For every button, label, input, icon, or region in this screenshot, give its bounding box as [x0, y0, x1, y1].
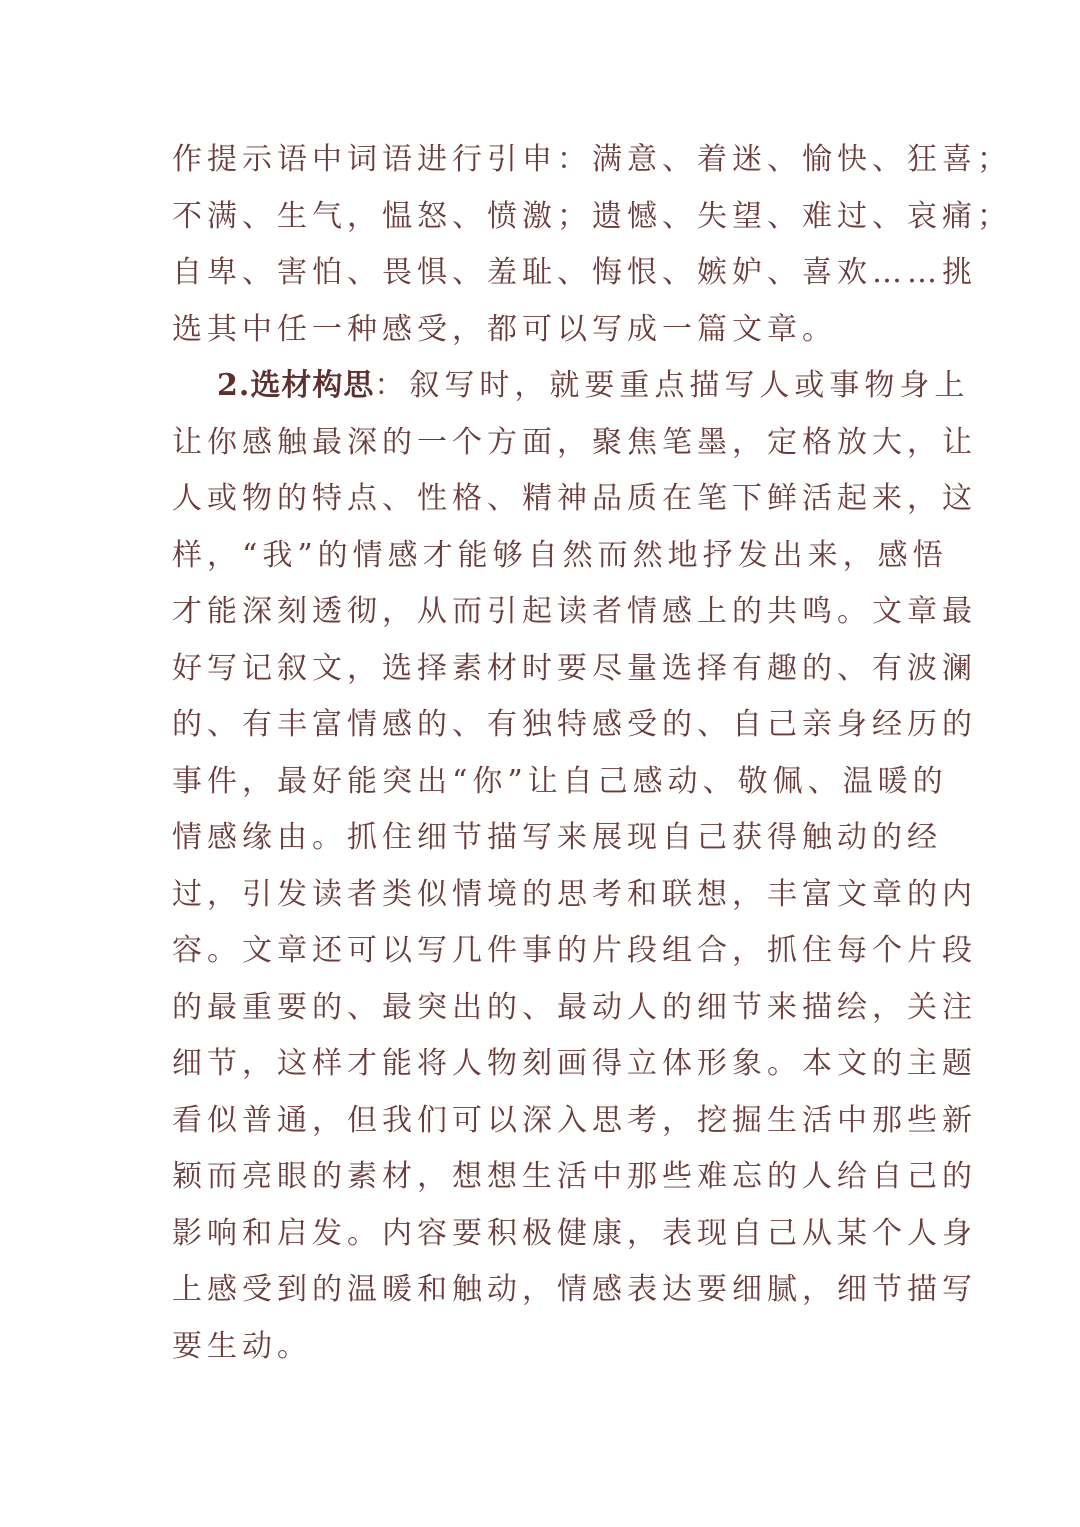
paragraph-line: 要生动。 — [172, 1328, 312, 1364]
body-text — [172, 132, 1012, 1375]
paragraph-line: 看似普通，但我们可以深入思考，挖掘生活中那些新 — [172, 1102, 977, 1138]
paragraph-line: 才能深刻透彻，从而引起读者情感上的共鸣。文章最 — [172, 594, 977, 629]
paragraph-line: 作提示语中词语进行引申：满意、着迷、愉快、狂喜； — [172, 142, 1012, 177]
paragraph-line: 人或物的特点、性格、精神品质在笔下鲜活起来，这 — [172, 481, 977, 516]
section-heading-line — [172, 358, 970, 415]
paragraph-line: 上感受到的温暖和触动，情感表达要细腻，细节描写 — [172, 1272, 977, 1307]
paragraph-line: 选其中任一种感受，都可以写成一篇文章。 — [172, 311, 837, 347]
paragraph-line: 好写记叙文，选择素材时要尽量选择有趣的、有波澜 — [172, 650, 977, 686]
paragraph-line: 的最重要的、最突出的、最动人的细节来描绘，关注 — [172, 989, 977, 1025]
paragraph-line: 颖而亮眼的素材，想想生活中那些难忘的人给自己的 — [172, 1159, 977, 1194]
paragraph-line: 容。文章还可以写几件事的片段组合，抓住每个片段 — [172, 933, 977, 968]
paragraph-line: 影响和启发。内容要积极健康，表现自己从某个人身 — [172, 1215, 977, 1251]
section-heading: 2.选材构思 — [217, 368, 375, 403]
paragraph-line: 细节，这样才能将人物刻画得立体形象。本文的主题 — [172, 1046, 977, 1081]
paragraph-line: 的、有丰富情感的、有独特感受的、自己亲身经历的 — [172, 707, 977, 742]
section-heading-rest: ：叙写时，就要重点描写人或事物身上 — [374, 368, 970, 403]
paragraph-line: 事件，最好能突出“你”让自己感动、敬佩、温暖的 — [172, 763, 948, 799]
paragraph-line: 不满、生气，愠怒、愤激；遗憾、失望、难过、哀痛； — [172, 198, 1012, 234]
paragraph-line: 过，引发读者类似情境的思考和联想，丰富文章的内 — [172, 876, 977, 912]
paragraph-line: 样，“我”的情感才能够自然而然地抒发出来，感悟 — [172, 537, 948, 573]
paragraph-line: 情感缘由。抓住细节描写来展现自己获得触动的经 — [172, 820, 942, 855]
paragraph-line: 自卑、害怕、畏惧、羞耻、悔恨、嫉妒、喜欢……挑 — [172, 255, 977, 290]
paragraph-line: 让你感触最深的一个方面，聚焦笔墨，定格放大，让 — [172, 424, 977, 460]
